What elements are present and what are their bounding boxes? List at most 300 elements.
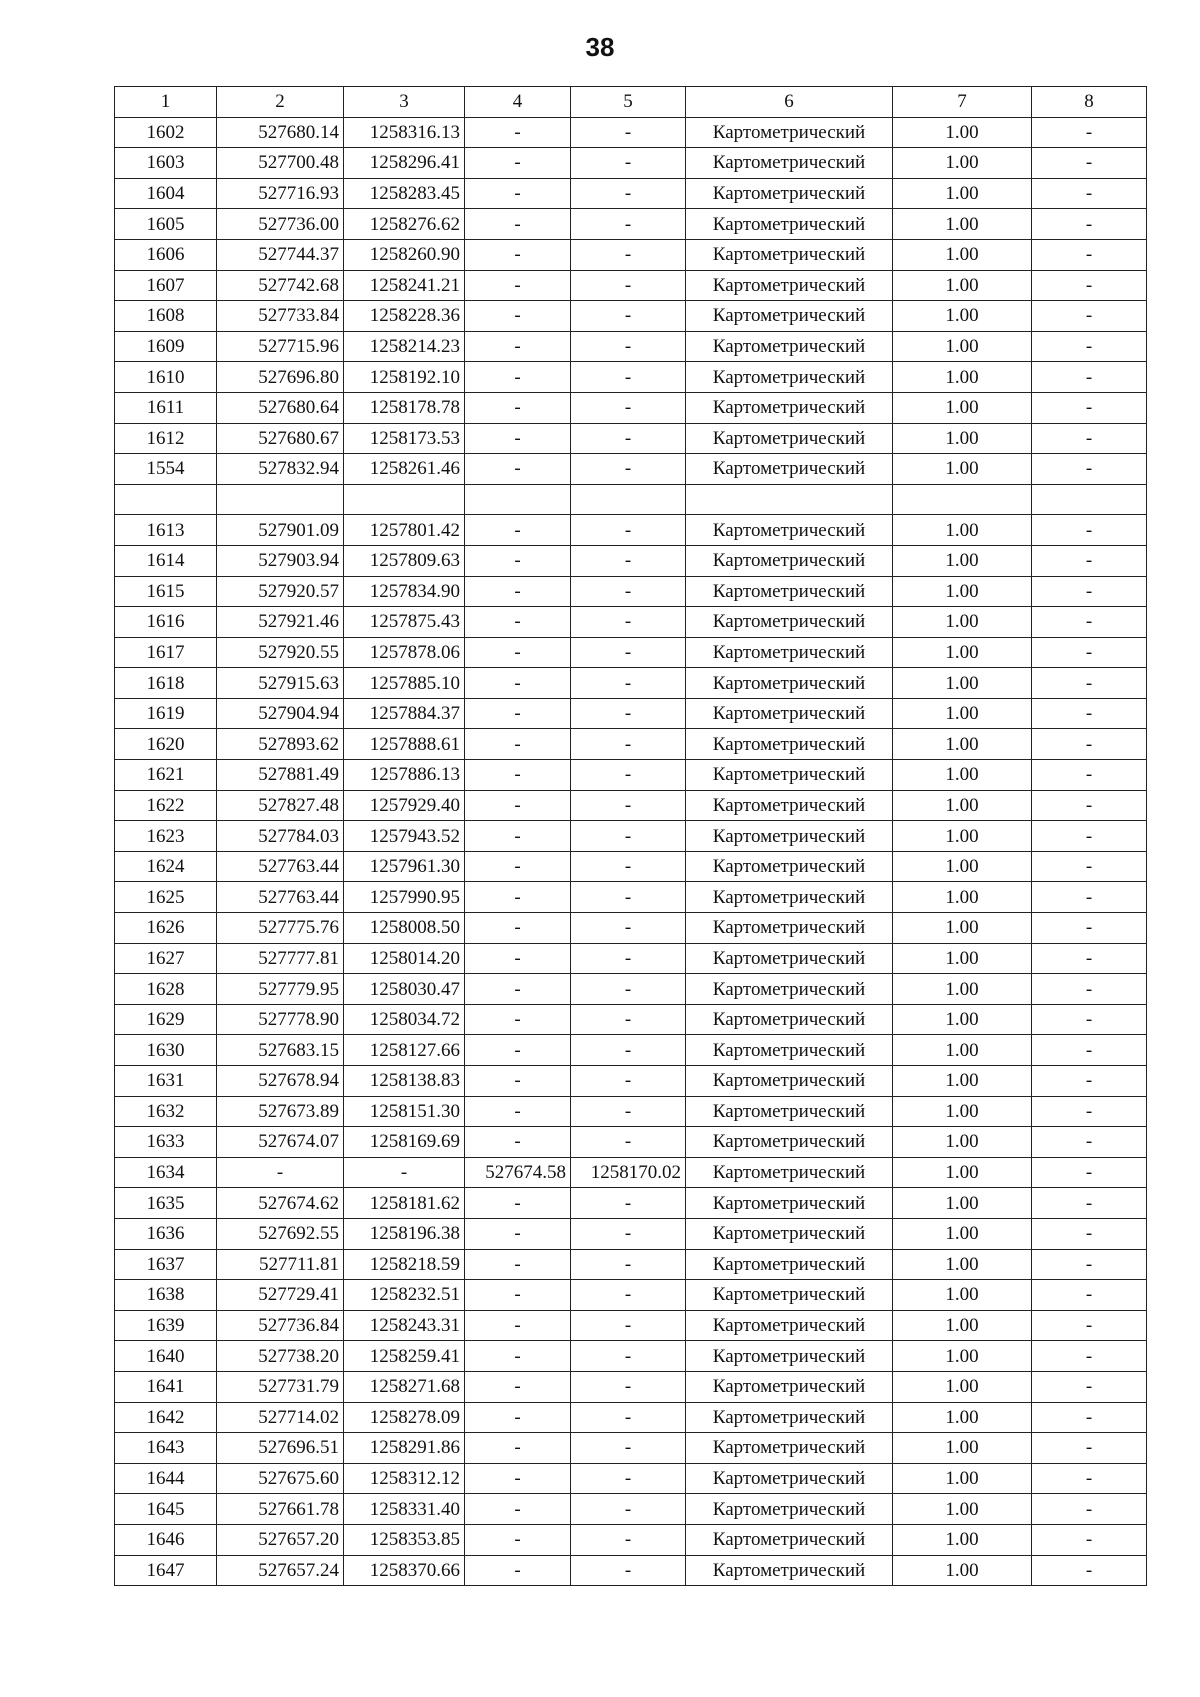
accuracy-cell: 1.00 [893,576,1032,607]
y-coordinate-alt-cell: - [571,1249,686,1280]
x-coordinate-alt-cell: - [465,270,571,301]
table-row [115,454,1147,485]
y-coordinate-alt-cell: - [571,1096,686,1127]
method-cell: Картометрический [686,1433,893,1464]
y-coordinate-alt-cell: - [571,1341,686,1372]
accuracy-cell: 1.00 [893,668,1032,699]
x-coordinate-cell: 527920.57 [217,576,344,607]
column-header: 7 [893,87,1032,118]
method-cell: Картометрический [686,178,893,209]
accuracy-cell: 1.00 [893,1280,1032,1311]
note-cell: - [1032,882,1147,913]
note-cell: - [1032,1004,1147,1035]
table-row [115,821,1147,852]
method-cell: Картометрический [686,790,893,821]
y-coordinate-cell: 1258283.45 [344,178,465,209]
y-coordinate-cell: 1257888.61 [344,729,465,760]
x-coordinate-cell: 527915.63 [217,668,344,699]
method-cell: Картометрический [686,1463,893,1494]
x-coordinate-alt-cell: - [465,729,571,760]
table-row [115,1310,1147,1341]
x-coordinate-alt-cell: 527674.58 [465,1157,571,1188]
table-row [115,1402,1147,1433]
y-coordinate-cell: 1257875.43 [344,607,465,638]
y-coordinate-alt-cell: - [571,1004,686,1035]
note-cell: - [1032,1371,1147,1402]
method-cell: Картометрический [686,1218,893,1249]
x-coordinate-cell: 527733.84 [217,301,344,332]
point-number-cell: 1616 [115,607,217,638]
point-number-cell: 1602 [115,117,217,148]
method-cell: Картометрический [686,943,893,974]
y-coordinate-cell: 1258353.85 [344,1524,465,1555]
x-coordinate-alt-cell: - [465,974,571,1005]
table-row [115,117,1147,148]
accuracy-cell: 1.00 [893,882,1032,913]
table-row [115,1188,1147,1219]
y-coordinate-alt-cell: - [571,1127,686,1158]
y-coordinate-alt-cell: 1258170.02 [571,1157,686,1188]
point-number-cell: 1631 [115,1066,217,1097]
y-coordinate-alt-cell: - [571,698,686,729]
note-cell: - [1032,1524,1147,1555]
y-coordinate-alt-cell: - [571,270,686,301]
y-coordinate-cell: 1258192.10 [344,362,465,393]
accuracy-cell: 1.00 [893,1371,1032,1402]
y-coordinate-cell: 1257961.30 [344,851,465,882]
table-row [115,1066,1147,1097]
x-coordinate-alt-cell: - [465,1127,571,1158]
x-coordinate-cell: 527763.44 [217,882,344,913]
y-coordinate-cell: 1258178.78 [344,392,465,423]
x-coordinate-cell: 527700.48 [217,148,344,179]
note-cell: - [1032,607,1147,638]
table-row [115,148,1147,179]
note-cell: - [1032,1402,1147,1433]
table-row [115,331,1147,362]
table-row [115,392,1147,423]
accuracy-cell: 1.00 [893,239,1032,270]
point-number-cell: 1610 [115,362,217,393]
method-cell: Картометрический [686,117,893,148]
x-coordinate-alt-cell: - [465,1463,571,1494]
note-cell: - [1032,760,1147,791]
point-number-cell [115,484,217,515]
method-cell: Картометрический [686,1157,893,1188]
point-number-cell: 1623 [115,821,217,852]
point-number-cell: 1606 [115,239,217,270]
note-cell: - [1032,1249,1147,1280]
point-number-cell: 1609 [115,331,217,362]
table-row [115,882,1147,913]
method-cell: Картометрический [686,1310,893,1341]
y-coordinate-alt-cell: - [571,1035,686,1066]
accuracy-cell: 1.00 [893,790,1032,821]
note-cell: - [1032,851,1147,882]
y-coordinate-alt-cell: - [571,454,686,485]
x-coordinate-alt-cell: - [465,1249,571,1280]
point-number-cell: 1618 [115,668,217,699]
table-row [115,729,1147,760]
method-cell: Картометрический [686,1555,893,1586]
method-cell: Картометрический [686,607,893,638]
note-cell: - [1032,331,1147,362]
table-header [115,87,1147,118]
table-row [115,760,1147,791]
x-coordinate-alt-cell: - [465,943,571,974]
table-row [115,1249,1147,1280]
x-coordinate-alt-cell: - [465,1280,571,1311]
y-coordinate-alt-cell: - [571,301,686,332]
method-cell: Картометрический [686,668,893,699]
accuracy-cell: 1.00 [893,270,1032,301]
table-row [115,362,1147,393]
point-number-cell: 1617 [115,637,217,668]
note-cell: - [1032,1218,1147,1249]
x-coordinate-cell: 527744.37 [217,239,344,270]
x-coordinate-alt-cell: - [465,790,571,821]
y-coordinate-alt-cell: - [571,1524,686,1555]
x-coordinate-alt-cell: - [465,1555,571,1586]
accuracy-cell: 1.00 [893,1524,1032,1555]
y-coordinate-cell: 1258196.38 [344,1218,465,1249]
column-header: 8 [1032,87,1147,118]
accuracy-cell: 1.00 [893,331,1032,362]
method-cell: Картометрический [686,331,893,362]
y-coordinate-cell: 1258214.23 [344,331,465,362]
note-cell: - [1032,454,1147,485]
note-cell: - [1032,1127,1147,1158]
accuracy-cell: 1.00 [893,1463,1032,1494]
x-coordinate-cell: 527696.80 [217,362,344,393]
coordinates-table [114,86,1147,1586]
column-header: 4 [465,87,571,118]
accuracy-cell: 1.00 [893,729,1032,760]
x-coordinate-cell: 527678.94 [217,1066,344,1097]
x-coordinate-cell: 527784.03 [217,821,344,852]
x-coordinate-cell: 527680.67 [217,423,344,454]
table-row [115,239,1147,270]
note-cell: - [1032,1188,1147,1219]
x-coordinate-alt-cell: - [465,1035,571,1066]
point-number-cell: 1615 [115,576,217,607]
method-cell: Картометрический [686,851,893,882]
table-row [115,178,1147,209]
x-coordinate-alt-cell: - [465,117,571,148]
y-coordinate-cell: 1257886.13 [344,760,465,791]
y-coordinate-alt-cell: - [571,1310,686,1341]
y-coordinate-cell: 1258228.36 [344,301,465,332]
note-cell: - [1032,301,1147,332]
point-number-cell: 1638 [115,1280,217,1311]
table-row [115,423,1147,454]
accuracy-cell: 1.00 [893,392,1032,423]
point-number-cell: 1619 [115,698,217,729]
method-cell: Картометрический [686,209,893,240]
x-coordinate-cell: 527675.60 [217,1463,344,1494]
y-coordinate-alt-cell: - [571,1218,686,1249]
x-coordinate-cell: 527832.94 [217,454,344,485]
y-coordinate-cell: 1258243.31 [344,1310,465,1341]
x-coordinate-alt-cell: - [465,515,571,546]
note-cell: - [1032,1066,1147,1097]
note-cell: - [1032,1310,1147,1341]
method-cell: Картометрический [686,821,893,852]
y-coordinate-cell: 1258030.47 [344,974,465,1005]
method-cell: Картометрический [686,423,893,454]
y-coordinate-cell: 1258218.59 [344,1249,465,1280]
note-cell: - [1032,698,1147,729]
table-row [115,1280,1147,1311]
accuracy-cell: 1.00 [893,209,1032,240]
accuracy-cell: 1.00 [893,1218,1032,1249]
x-coordinate-alt-cell: - [465,148,571,179]
accuracy-cell: 1.00 [893,362,1032,393]
point-number-cell: 1634 [115,1157,217,1188]
y-coordinate-alt-cell: - [571,760,686,791]
y-coordinate-alt-cell: - [571,576,686,607]
accuracy-cell: 1.00 [893,423,1032,454]
method-cell: Картометрический [686,1188,893,1219]
x-coordinate-alt-cell: - [465,1096,571,1127]
table-row [115,1218,1147,1249]
column-header: 2 [217,87,344,118]
y-coordinate-cell: 1258331.40 [344,1494,465,1525]
accuracy-cell: 1.00 [893,974,1032,1005]
note-cell: - [1032,576,1147,607]
accuracy-cell: 1.00 [893,1127,1032,1158]
accuracy-cell: 1.00 [893,1555,1032,1586]
table-row [115,1341,1147,1372]
point-number-cell: 1632 [115,1096,217,1127]
method-cell: Картометрический [686,1004,893,1035]
accuracy-cell: 1.00 [893,913,1032,944]
table-row [115,1127,1147,1158]
accuracy-cell: 1.00 [893,760,1032,791]
y-coordinate-alt-cell: - [571,148,686,179]
x-coordinate-cell: 527901.09 [217,515,344,546]
note-cell: - [1032,974,1147,1005]
x-coordinate-alt-cell: - [465,1004,571,1035]
table-row [115,851,1147,882]
y-coordinate-alt-cell: - [571,668,686,699]
method-cell: Картометрический [686,1524,893,1555]
x-coordinate-cell: 527778.90 [217,1004,344,1035]
note-cell: - [1032,239,1147,270]
y-coordinate-alt-cell: - [571,882,686,913]
note-cell: - [1032,943,1147,974]
y-coordinate-alt-cell: - [571,1280,686,1311]
table-row [115,974,1147,1005]
x-coordinate-cell: 527674.62 [217,1188,344,1219]
table-row [115,943,1147,974]
accuracy-cell: 1.00 [893,637,1032,668]
method-cell: Картометрический [686,576,893,607]
x-coordinate-alt-cell: - [465,423,571,454]
note-cell: - [1032,545,1147,576]
note-cell: - [1032,1280,1147,1311]
y-coordinate-cell: 1257884.37 [344,698,465,729]
method-cell: Картометрический [686,270,893,301]
y-coordinate-cell: 1257990.95 [344,882,465,913]
y-coordinate-cell: 1258034.72 [344,1004,465,1035]
table-body [115,117,1147,1586]
x-coordinate-alt-cell: - [465,607,571,638]
accuracy-cell: 1.00 [893,1096,1032,1127]
table-row [115,1433,1147,1464]
x-coordinate-cell: 527738.20 [217,1341,344,1372]
y-coordinate-cell: 1258127.66 [344,1035,465,1066]
accuracy-cell: 1.00 [893,851,1032,882]
table-row [115,576,1147,607]
point-number-cell: 1646 [115,1524,217,1555]
x-coordinate-cell: 527904.94 [217,698,344,729]
y-coordinate-alt-cell: - [571,178,686,209]
x-coordinate-cell: 527729.41 [217,1280,344,1311]
method-cell: Картометрический [686,515,893,546]
method-cell: Картометрический [686,729,893,760]
accuracy-cell: 1.00 [893,1310,1032,1341]
point-number-cell: 1620 [115,729,217,760]
x-coordinate-cell: 527903.94 [217,545,344,576]
point-number-cell: 1640 [115,1341,217,1372]
table-row [115,607,1147,638]
y-coordinate-cell: 1257834.90 [344,576,465,607]
y-coordinate-alt-cell: - [571,974,686,1005]
x-coordinate-cell: 527714.02 [217,1402,344,1433]
y-coordinate-cell: 1258151.30 [344,1096,465,1127]
method-cell: Картометрический [686,760,893,791]
y-coordinate-alt-cell: - [571,362,686,393]
y-coordinate-cell: 1258296.41 [344,148,465,179]
x-coordinate-cell: 527736.00 [217,209,344,240]
method-cell: Картометрический [686,882,893,913]
note-cell: - [1032,148,1147,179]
point-number-cell: 1644 [115,1463,217,1494]
x-coordinate-alt-cell: - [465,331,571,362]
note-cell: - [1032,178,1147,209]
x-coordinate-cell: 527779.95 [217,974,344,1005]
x-coordinate-alt-cell: - [465,239,571,270]
table-row [115,1157,1147,1188]
table-row [115,790,1147,821]
point-number-cell: 1635 [115,1188,217,1219]
method-cell: Картометрический [686,637,893,668]
x-coordinate-alt-cell: - [465,1066,571,1097]
point-number-cell: 1614 [115,545,217,576]
x-coordinate-cell: 527673.89 [217,1096,344,1127]
table-row [115,484,1147,515]
y-coordinate-cell: 1257801.42 [344,515,465,546]
y-coordinate-alt-cell: - [571,209,686,240]
x-coordinate-cell: 527674.07 [217,1127,344,1158]
table-row [115,668,1147,699]
accuracy-cell: 1.00 [893,454,1032,485]
table-row [115,1035,1147,1066]
table-row [115,698,1147,729]
note-cell: - [1032,1035,1147,1066]
x-coordinate-cell [217,484,344,515]
table-row [115,1494,1147,1525]
y-coordinate-cell [344,484,465,515]
x-coordinate-alt-cell: - [465,454,571,485]
x-coordinate-alt-cell: - [465,301,571,332]
column-header: 5 [571,87,686,118]
point-number-cell: 1605 [115,209,217,240]
y-coordinate-cell: 1258008.50 [344,913,465,944]
x-coordinate-alt-cell: - [465,698,571,729]
x-coordinate-alt-cell: - [465,882,571,913]
x-coordinate-cell: 527711.81 [217,1249,344,1280]
table-row [115,913,1147,944]
x-coordinate-cell: 527716.93 [217,178,344,209]
note-cell: - [1032,790,1147,821]
x-coordinate-cell: 527715.96 [217,331,344,362]
x-coordinate-cell: 527775.76 [217,913,344,944]
note-cell: - [1032,1463,1147,1494]
method-cell: Картометрический [686,1341,893,1372]
note-cell: - [1032,1555,1147,1586]
x-coordinate-alt-cell: - [465,209,571,240]
note-cell: - [1032,392,1147,423]
x-coordinate-cell: 527921.46 [217,607,344,638]
y-coordinate-cell: 1258276.62 [344,209,465,240]
point-number-cell: 1645 [115,1494,217,1525]
y-coordinate-alt-cell: - [571,515,686,546]
x-coordinate-alt-cell: - [465,1524,571,1555]
y-coordinate-alt-cell: - [571,821,686,852]
table-row [115,1371,1147,1402]
y-coordinate-alt-cell: - [571,1494,686,1525]
table-row [115,545,1147,576]
point-number-cell: 1612 [115,423,217,454]
y-coordinate-cell: 1258271.68 [344,1371,465,1402]
x-coordinate-cell: 527827.48 [217,790,344,821]
point-number-cell: 1603 [115,148,217,179]
table-row [115,301,1147,332]
x-coordinate-alt-cell: - [465,1310,571,1341]
y-coordinate-alt-cell: - [571,239,686,270]
x-coordinate-alt-cell: - [465,1433,571,1464]
y-coordinate-alt-cell: - [571,1463,686,1494]
y-coordinate-cell: 1257809.63 [344,545,465,576]
method-cell: Картометрический [686,545,893,576]
x-coordinate-cell: 527680.64 [217,392,344,423]
method-cell: Картометрический [686,913,893,944]
column-header: 3 [344,87,465,118]
table-row [115,270,1147,301]
table-row [115,515,1147,546]
note-cell: - [1032,821,1147,852]
method-cell: Картометрический [686,148,893,179]
x-coordinate-alt-cell: - [465,392,571,423]
point-number-cell: 1611 [115,392,217,423]
y-coordinate-cell: 1258169.69 [344,1127,465,1158]
method-cell: Картометрический [686,1066,893,1097]
point-number-cell: 1607 [115,270,217,301]
accuracy-cell: 1.00 [893,301,1032,332]
point-number-cell: 1642 [115,1402,217,1433]
accuracy-cell: 1.00 [893,1035,1032,1066]
x-coordinate-cell: - [217,1157,344,1188]
x-coordinate-alt-cell: - [465,1371,571,1402]
point-number-cell: 1633 [115,1127,217,1158]
table-row [115,1004,1147,1035]
y-coordinate-alt-cell: - [571,1066,686,1097]
y-coordinate-cell: 1258261.46 [344,454,465,485]
table-row [115,1524,1147,1555]
point-number-cell: 1624 [115,851,217,882]
